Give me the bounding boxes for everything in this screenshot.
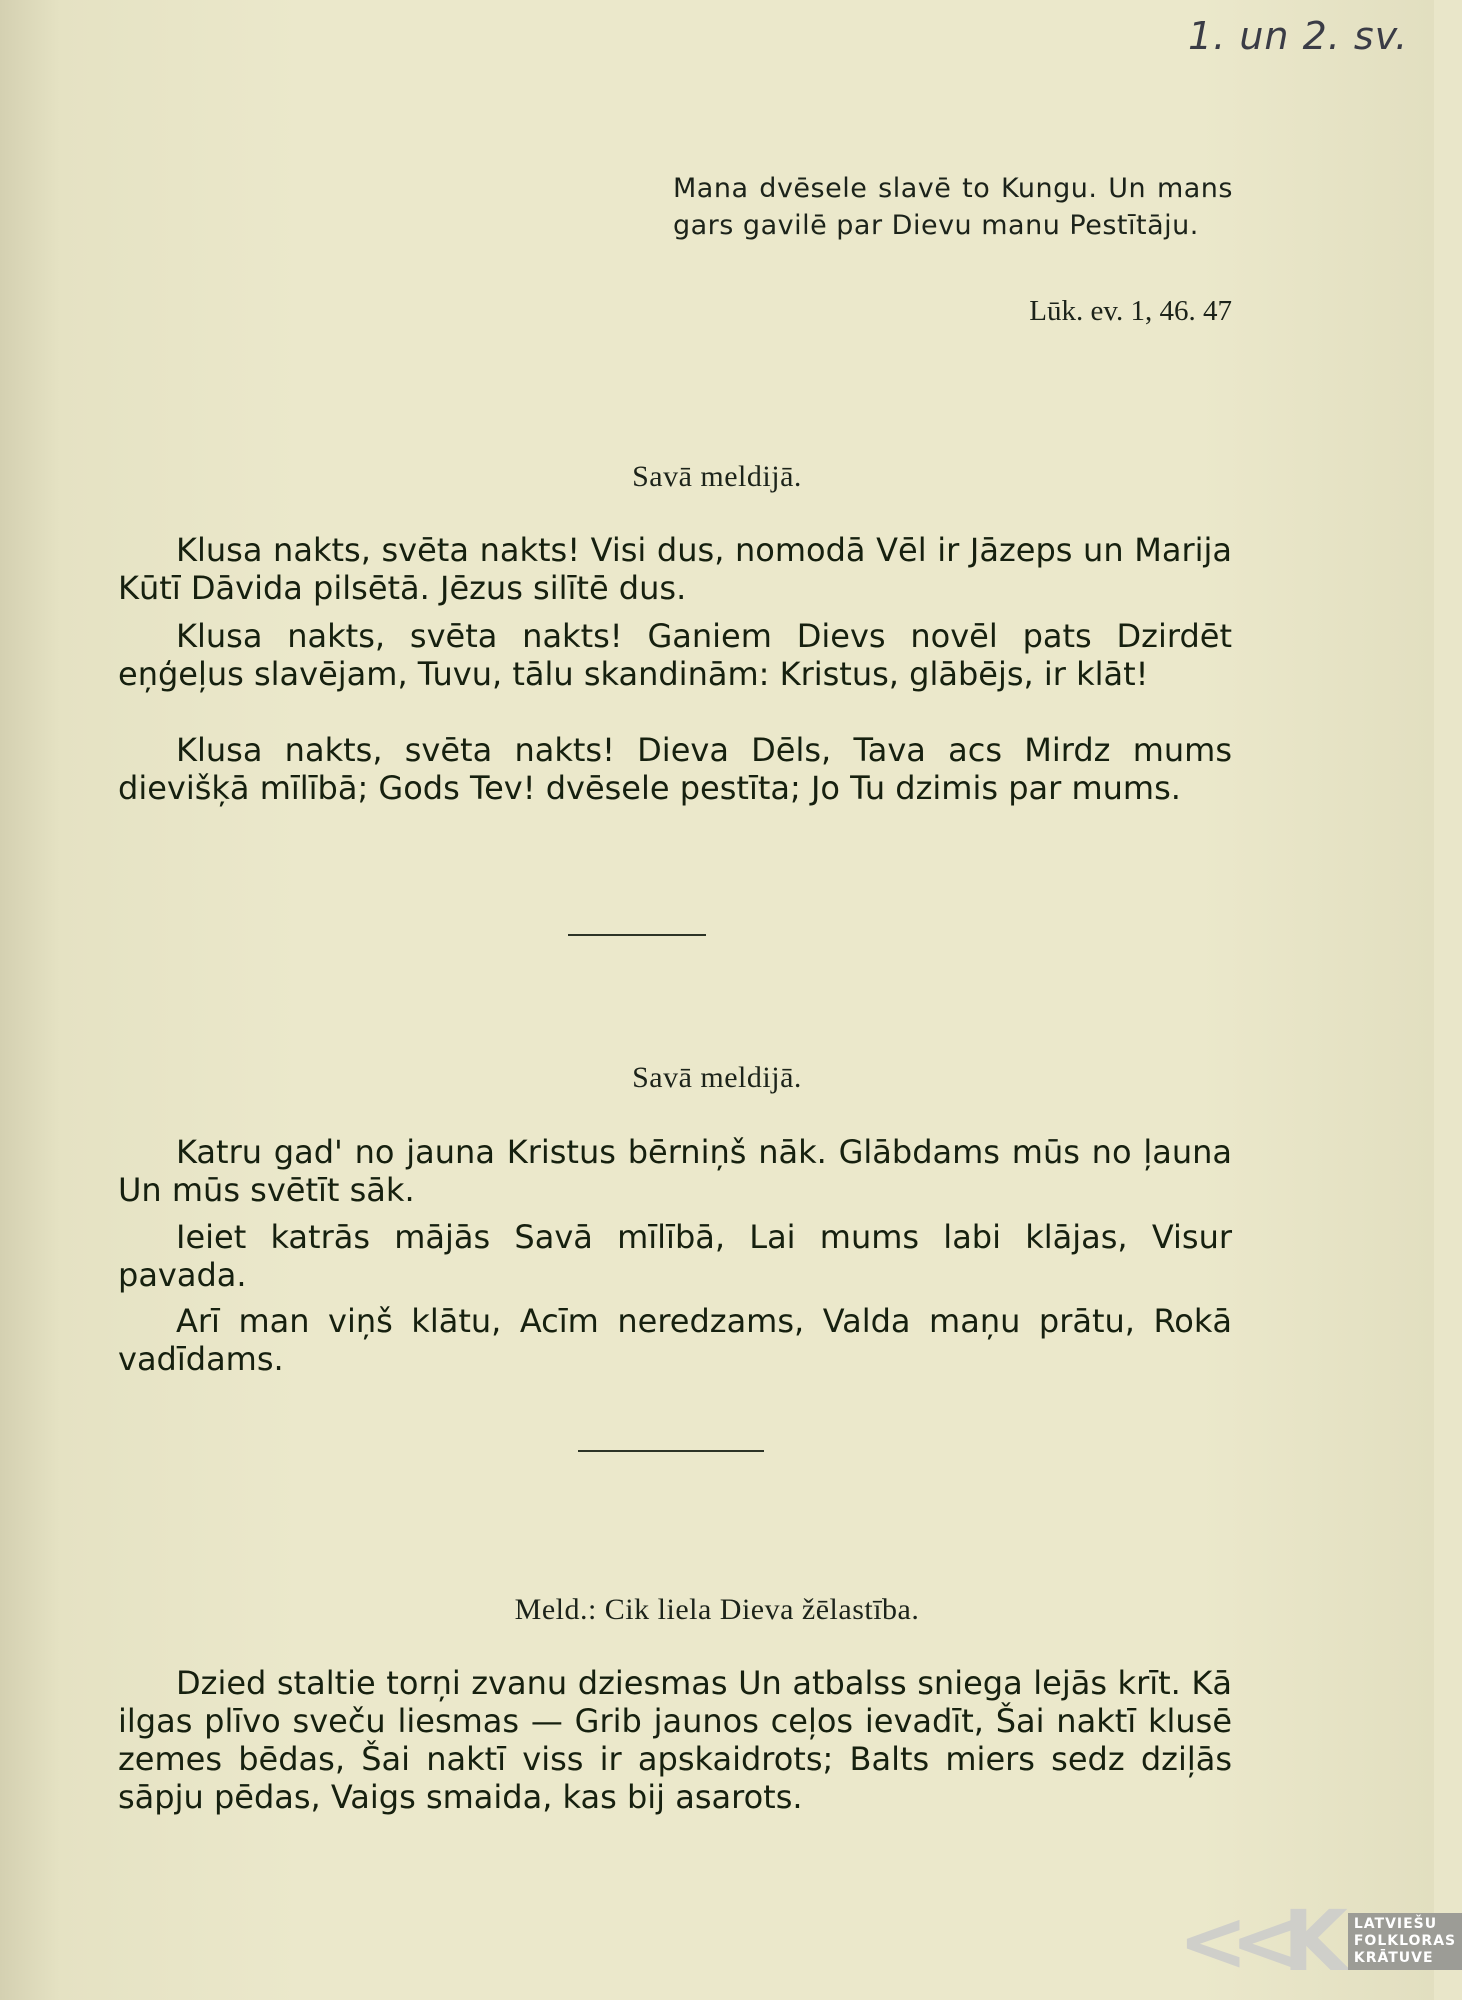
handwritten-annotation: 1. un 2. sv.	[1188, 14, 1409, 58]
epigraph-reference: Lūk. ev. 1, 46. 47	[1029, 295, 1232, 327]
section-divider	[568, 934, 706, 936]
song-2-heading: Savā meldijā.	[632, 1061, 802, 1094]
song-1-stanza-1: Klusa nakts, svēta nakts! Visi dus, nomodā Vēl ir Jāzeps un Marija Kūtī Dāvida pilsētā. Jēzus silītē dus.	[118, 531, 1232, 607]
song-1-stanza-3: Klusa nakts, svēta nakts! Dieva Dēls, Tava acs Mirdz mums dievišķā mīlībā; Gods Tev! dvēsele pestīta; Jo Tu dzimis par mums.	[118, 731, 1232, 807]
epigraph-quote: Mana dvēsele slavē to Kungu. Un mans gars gavilē par Dievu manu Pestītāju.	[673, 173, 1233, 241]
song-2-stanza-3: Arī man viņš klātu, Acīm neredzams, Valda maņu prātu, Rokā vadīdams.	[118, 1302, 1232, 1378]
section-divider	[578, 1450, 764, 1452]
song-2-stanza-2: Ieiet katrās mājās Savā mīlībā, Lai mums labi klājas, Visur pavada.	[118, 1218, 1232, 1294]
song-1-stanza-2: Klusa nakts, svēta nakts! Ganiem Dievs novēl pats Dzirdēt eņģeļus slavējam, Tuvu, tālu skandinām: Kristus, glābējs, ir klāt!	[118, 617, 1232, 693]
song-1-heading: Savā meldijā.	[632, 460, 802, 493]
song-3-heading: Meld.: Cik liela Dieva žēlastība.	[514, 1593, 920, 1626]
archive-logo	[1178, 1882, 1457, 2000]
logo-text: LATVIEŠU FOLKLORAS KRĀTUVE	[1348, 1913, 1462, 1970]
song-3-stanza-1: Dzied staltie torņi zvanu dziesmas Un atbalss sniega lejās krīt. Kā ilgas plīvo sveču liesmas — Grib jaunos ceļos ievadīt, Šai naktī klusē zemes bēdas, Šai naktī viss ir apskaidrots; Balts miers sedz dziļās sāpju pēdas, Vaigs smaida, kas bij asarots.	[118, 1664, 1232, 1816]
logo-mark-icon: <<K	[1178, 1892, 1330, 1990]
song-2-stanza-1: Katru gad' no jauna Kristus bērniņš nāk. Glābdams mūs no ļauna Un mūs svētīt sāk.	[118, 1133, 1232, 1209]
